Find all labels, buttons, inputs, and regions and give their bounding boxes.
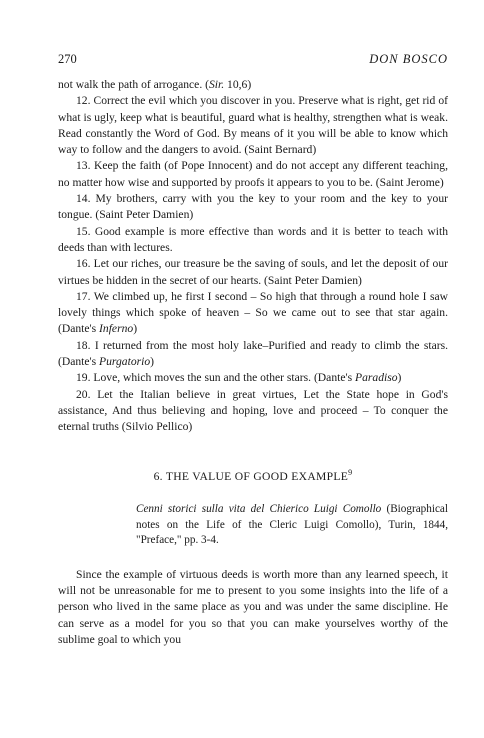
body-text: [58, 77, 448, 436]
paragraph-text: 10,6): [224, 78, 252, 91]
paragraph-text: 17. We climbed up, he first I second – So high that through a round hole I saw lovely things which spoke of heaven – So we came out to see that star again. (Dante's: [58, 289, 448, 336]
numbered-maxim: [58, 191, 448, 224]
paragraph-text: ): [397, 371, 402, 385]
section-title: 6. THE VALUE OF GOOD EXAMPLE: [153, 469, 349, 483]
footnote-marker: 9: [348, 467, 353, 477]
numbered-maxim: [58, 289, 448, 338]
numbered-maxim: [58, 224, 448, 257]
numbered-maxim: [58, 256, 448, 289]
paragraph-text: ): [150, 355, 155, 369]
italic-citation: Inferno: [99, 322, 134, 336]
italic-citation: Sir.: [208, 78, 225, 91]
numbered-maxim: [58, 158, 448, 191]
paragraph-text: not walk the path of arrogance. (: [58, 78, 209, 91]
numbered-maxim: [58, 93, 448, 158]
paragraph-text: 13. Keep the faith (of Pope Innocent) and do not accept any different teaching, no matter how wise and supported by proofs it appears to you to be. (Saint Jerome): [58, 159, 448, 189]
italic-citation: Purgatorio: [99, 355, 151, 369]
paragraph-text: 12. Correct the evil which you discover in you. Preserve what is right, get rid of what is ugly, keep what is beautiful, guard what is healthy, strengthen what is weak. Read constantly the Word of God. By means of it you will be able to know which way to follow and the dangers to avoid. (Saint Bernard): [58, 94, 448, 157]
continued-paragraph: [58, 77, 448, 93]
intro-paragraph: Since the example of virtuous deeds is worth more than any learned speech, it will not be unreasonable for me to present to you some insights into the life of a person who lived in the same place as you and was under the same discipline. He can serve as a model for you so that you can make yourselves worthy of the sublime goal to which you: [58, 567, 448, 647]
paragraph-text: ): [133, 322, 138, 336]
page-number: 270: [58, 52, 77, 66]
source-details: (Biographical notes on the Life of the Cleric Luigi Comollo), Turin, 1844, "Preface," pp. 3-4.: [136, 503, 448, 547]
paragraph-text: 15. Good example is more effective than words and it is better to teach with deeds than with lectures.: [58, 224, 448, 254]
book-page: [58, 52, 448, 660]
numbered-maxim: [58, 338, 448, 371]
paragraph-text: 20. Let the Italian believe in great virtues, Let the State hope in God's assistance, And thus believing and hoping, love and proceed – To conquer the eternal truths (Silvio Pellico): [58, 387, 448, 434]
paragraph-text: 18. I returned from the most holy lake–Purified and ready to climb the stars. (Dante's: [58, 338, 448, 369]
source-note: [136, 502, 448, 549]
numbered-maxim: [58, 387, 448, 436]
page-header: [58, 52, 448, 67]
section-heading: [58, 468, 448, 483]
source-title: Cenni storici sulla vita del Chierico Luigi Comollo: [136, 503, 382, 516]
paragraph-text: 16. Let our riches, our treasure be the saving of souls, and let the deposit of our virtues be hidden in the secret of our hearts. (Saint Peter Damien): [58, 257, 448, 287]
paragraph-text: 14. My brothers, carry with you the key to your room and the key to your tongue. (Saint Peter Damien): [58, 192, 448, 222]
italic-citation: Paradiso: [355, 371, 398, 385]
numbered-maxim: [58, 370, 448, 386]
paragraph-text: 19. Love, which moves the sun and the other stars. (Dante's: [76, 371, 355, 385]
running-title: DON BOSCO: [369, 52, 448, 66]
